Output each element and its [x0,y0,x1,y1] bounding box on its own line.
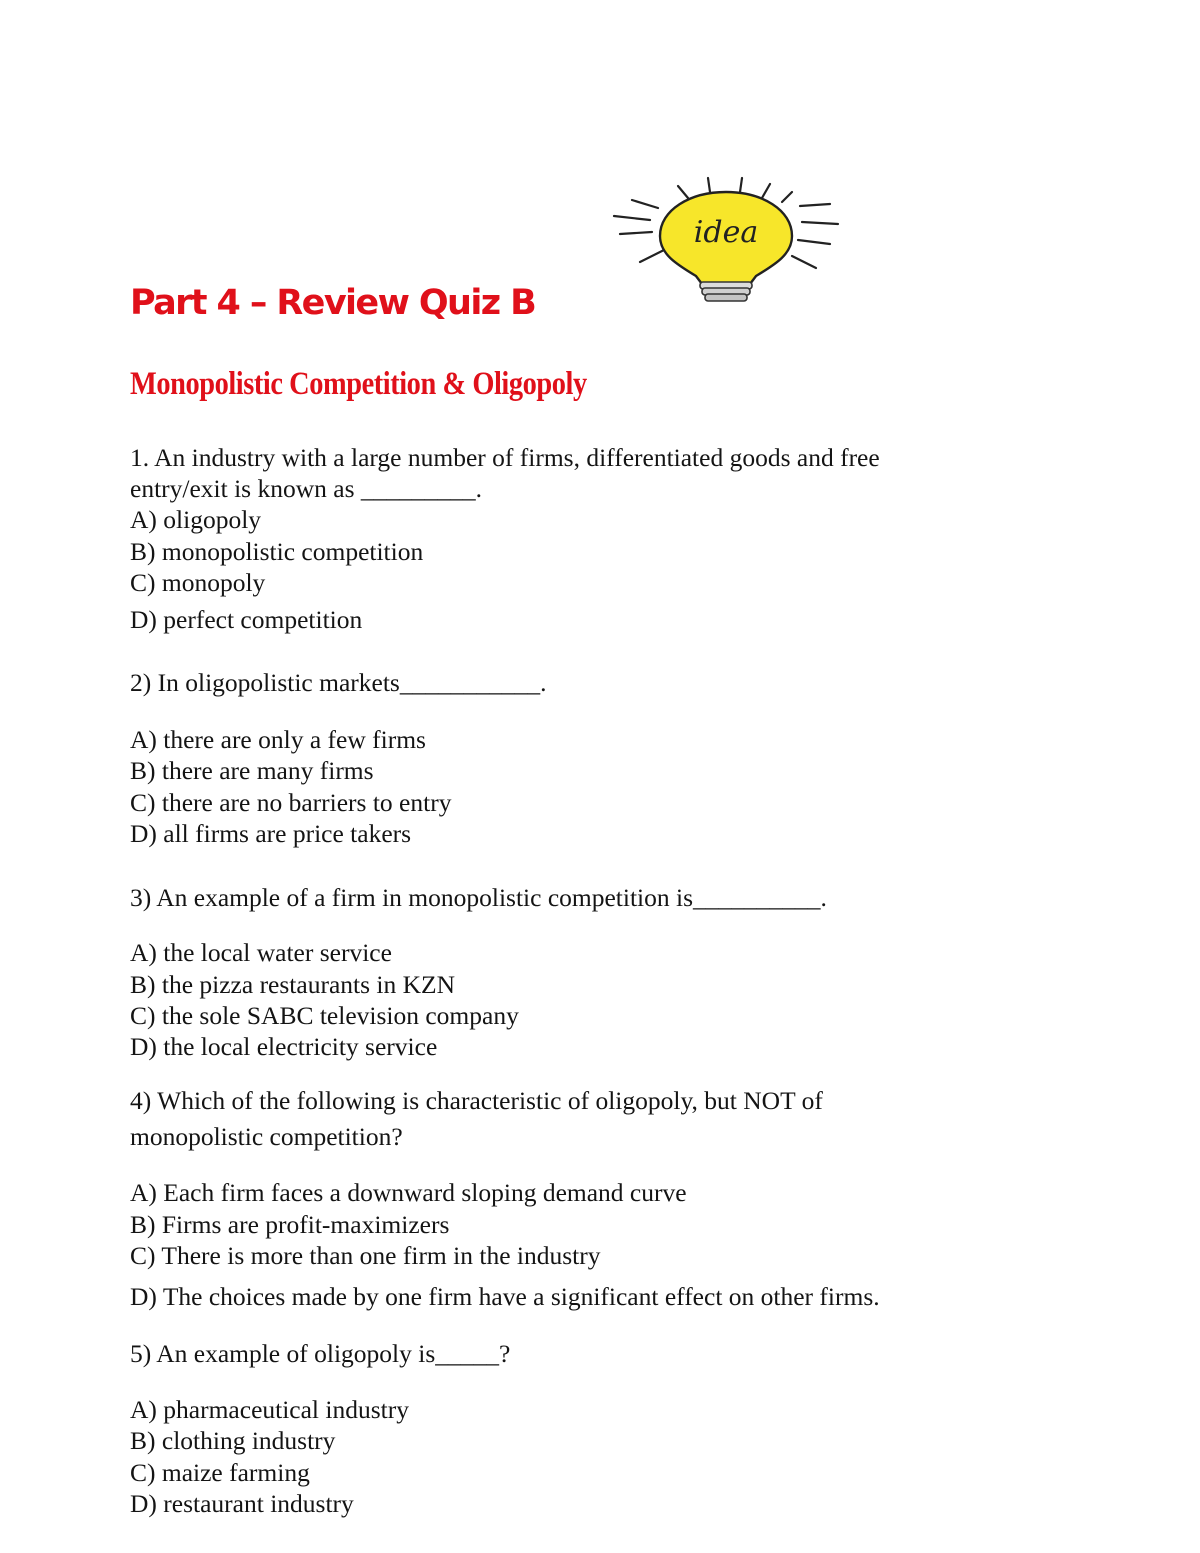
question-2-stem: 2) In oligopolistic markets___________. [130,668,547,697]
question-5-stem: 5) An example of oligopoly is_____? [130,1339,511,1368]
question-2-option-b: B) there are many firms [130,756,374,785]
lightbulb-idea-icon [606,172,846,304]
question-2-option-a: A) there are only a few firms [130,725,426,754]
question-5-option-d: D) restaurant industry [130,1489,354,1518]
question-2-option-d: D) all firms are price takers [130,819,412,848]
question-4-option-c: C) There is more than one firm in the industry [130,1241,601,1270]
question-5-option-c: C) maize farming [130,1458,310,1487]
question-3-option-d: D) the local electricity service [130,1032,438,1061]
question-3-option-b: B) the pizza restaurants in KZN [130,970,456,999]
page-title: Part 4 – Review Quiz B [130,283,536,323]
question-3-option-c: C) the sole SABC television company [130,1001,519,1030]
question-5-option-a: A) pharmaceutical industry [130,1395,409,1424]
question-3-stem: 3) An example of a firm in monopolistic competition is__________. [130,883,827,912]
question-4-stem: 4) Which of the following is characteristic of oligopoly, but NOT of [130,1086,823,1115]
question-3-option-a: A) the local water service [130,938,392,967]
question-4-option-b: B) Firms are profit-maximizers [130,1210,450,1239]
question-1-option-a: A) oligopoly [130,505,262,534]
question-4-stem: monopolistic competition? [130,1122,403,1151]
question-1-option-d: D) perfect competition [130,605,363,634]
question-1-option-c: C) monopoly [130,568,266,597]
logo-idea-text: idea [693,215,759,250]
page-subtitle: Monopolistic Competition & Oligopoly [130,366,587,402]
question-4-option-a: A) Each firm faces a downward sloping demand curve [130,1178,687,1207]
question-1-stem: 1. An industry with a large number of firms, differentiated goods and free [130,443,880,472]
question-1-stem: entry/exit is known as _________. [130,474,483,503]
question-2-option-c: C) there are no barriers to entry [130,788,452,817]
question-1-option-b: B) monopolistic competition [130,537,424,566]
question-5-option-b: B) clothing industry [130,1426,336,1455]
question-4-option-d: D) The choices made by one firm have a significant effect on other firms. [130,1282,880,1311]
